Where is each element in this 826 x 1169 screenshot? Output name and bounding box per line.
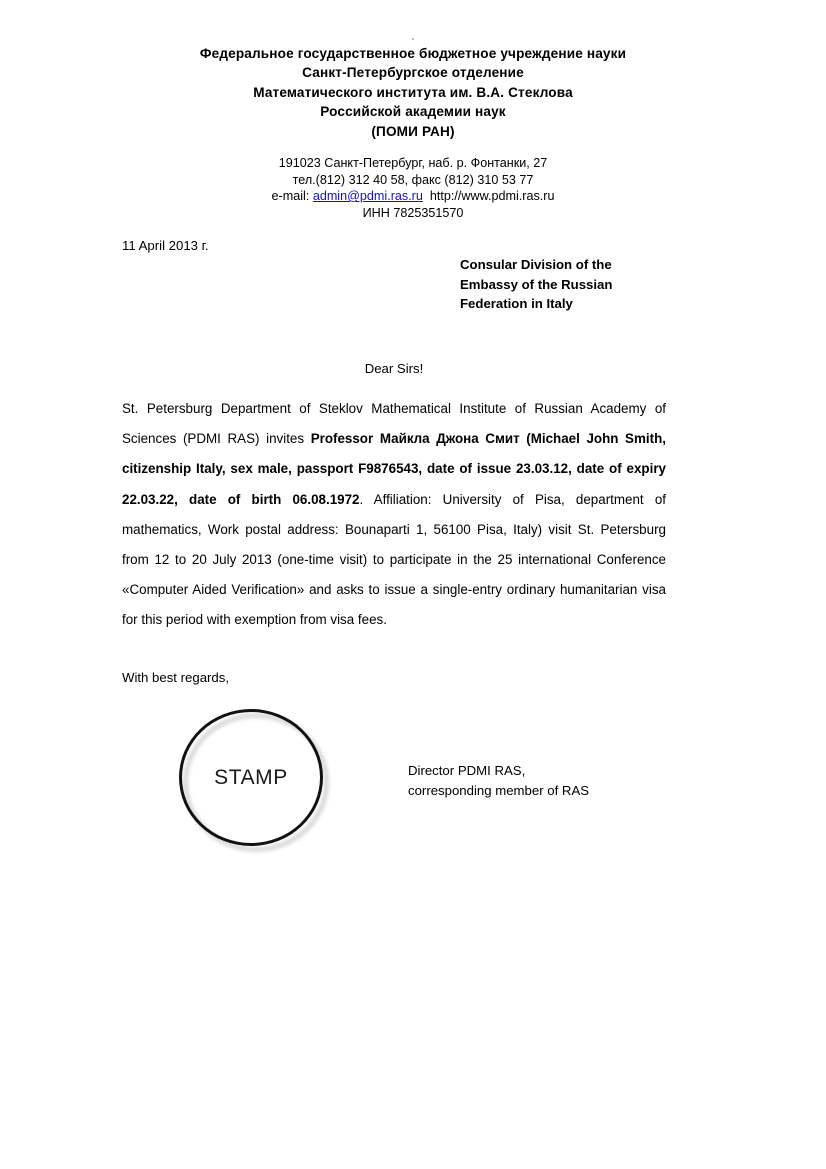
website-text: http://www.pdmi.ras.ru [429, 189, 555, 204]
addressee-line-3: Federation in Italy [460, 296, 573, 312]
stamp [179, 709, 323, 846]
signature-title-line-2: corresponding member of RAS [408, 782, 590, 798]
contact-address: 191023 Санкт-Петербург, наб. р. Фонтанки, 27 [278, 156, 548, 170]
closing-regards: With best regards, [122, 670, 230, 685]
letterhead [0, 44, 826, 141]
stamp-label: STAMP [214, 766, 288, 789]
signature-title-line-1: Director PDMI RAS, [408, 763, 526, 778]
letter-date: 11 April 2013 г. [122, 238, 209, 253]
stamp-circle-icon [179, 709, 323, 846]
addressee-line-1: Consular Division of the [460, 257, 612, 272]
scan-speck [412, 38, 414, 40]
letterhead-line-3: Математического института им. В.А. Стеклова [253, 84, 573, 100]
contact-phone-fax: тел.(812) 312 40 58, факс (812) 310 53 77 [292, 172, 534, 187]
body-segment-intro: St. Petersburg Department of Steklov Mathematical Institute of Russian Academy of Sciences (PDMI RAS) invites [122, 401, 666, 447]
letterhead-abbreviation: (ПОМИ РАН) [371, 123, 455, 139]
salutation: Dear Sirs! [364, 361, 424, 376]
email-link[interactable]: admin@pdmi.ras.ru [312, 189, 423, 204]
letter-body [122, 394, 666, 636]
body-segment-applicant-details: Professor Майкла Джона Смит (Michael John Smith, citizenship Italy, sex male, passport F9876543, date of issue 23.03.12, date of expiry 22.03.22, date of birth 06.08.1972 [122, 431, 666, 507]
email-label: e-mail: [271, 189, 310, 204]
letterhead-line-1: Федеральное государственное бюджетное учреждение науки [199, 46, 627, 61]
signature-block [408, 761, 589, 800]
addressee-line-2: Embassy of the Russian [460, 276, 613, 292]
contact-email-web [0, 188, 826, 205]
body-segment-remainder: . Affiliation: University of Pisa, department of mathematics, Work postal address: Bounaparti 1, 56100 Pisa, Italy) visit St. Petersburg from 12 to 20 July 2013 (one-time visit) to participate in the 25 international Conference «Computer Aided Verification» and asks to issue a single-entry ordinary humanitarian visa for this period with exemption from visa fees. [122, 491, 666, 628]
letterhead-line-4: Российской академии наук [320, 104, 506, 120]
contact-block [0, 155, 826, 221]
contact-inn: ИНН 7825351570 [362, 205, 464, 220]
addressee-block [460, 255, 670, 314]
letterhead-line-2: Санкт-Петербургское отделение [302, 65, 524, 81]
